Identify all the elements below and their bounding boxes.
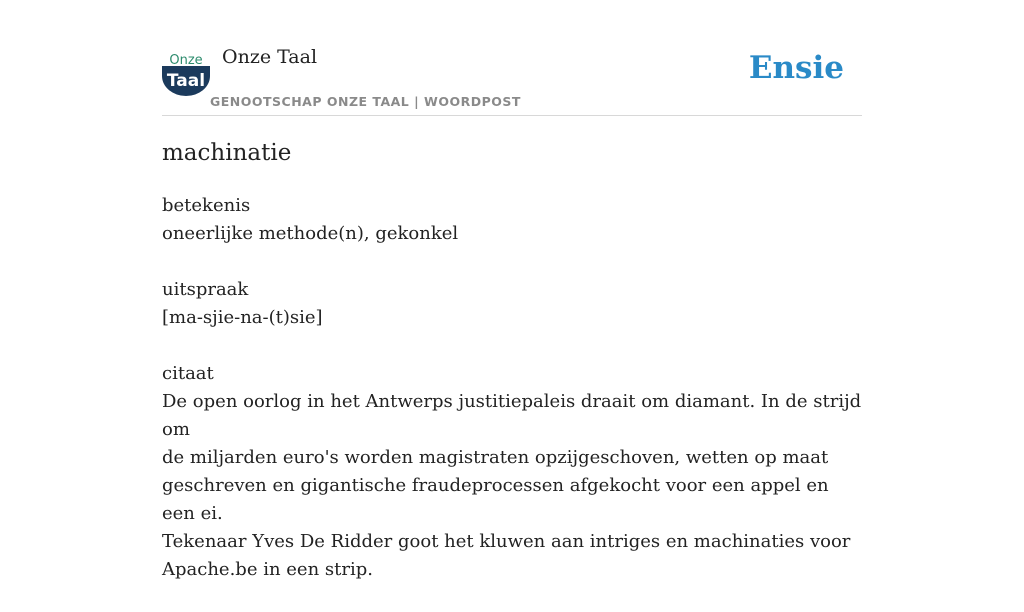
quote-line: geschreven en gigantische fraudeprocessen afgekocht voor een appel en een ei. (162, 475, 829, 524)
site-header (162, 0, 862, 116)
meaning-label: betekenis (162, 195, 251, 216)
page-container (162, 0, 862, 580)
page-title: machinatie (162, 140, 292, 166)
entry-content (162, 192, 862, 612)
site-name[interactable]: Onze Taal (222, 46, 318, 68)
quote-section (162, 360, 862, 584)
meaning-text: oneerlijke methode(n), gekonkel (162, 223, 459, 244)
quote-line: De open oorlog in het Antwerps justitiepaleis draait om diamant. In de strijd om (162, 391, 862, 440)
quote-line: Apache.be in een strip. (162, 559, 373, 580)
quote-line: de miljarden euro's worden magistraten opzijgeschoven, wetten op maat (162, 447, 829, 468)
pronunciation-text: [ma-sjie-na-(t)sie] (162, 307, 323, 328)
pronunciation-label: uitspraak (162, 279, 249, 300)
pronunciation-section (162, 276, 862, 332)
quote-line: Tekenaar Yves De Ridder goot het kluwen aan intriges en machinaties voor (162, 531, 851, 552)
meaning-section (162, 192, 862, 248)
quote-label: citaat (162, 363, 214, 384)
site-subtitle: GENOOTSCHAP ONZE TAAL | WOORDPOST (210, 94, 521, 109)
logo-text-taal: Taal (166, 71, 206, 91)
onze-taal-logo[interactable] (162, 52, 210, 96)
logo-text-onze: Onze (169, 53, 203, 68)
ensie-brand-logo[interactable]: Ensie (748, 50, 844, 86)
